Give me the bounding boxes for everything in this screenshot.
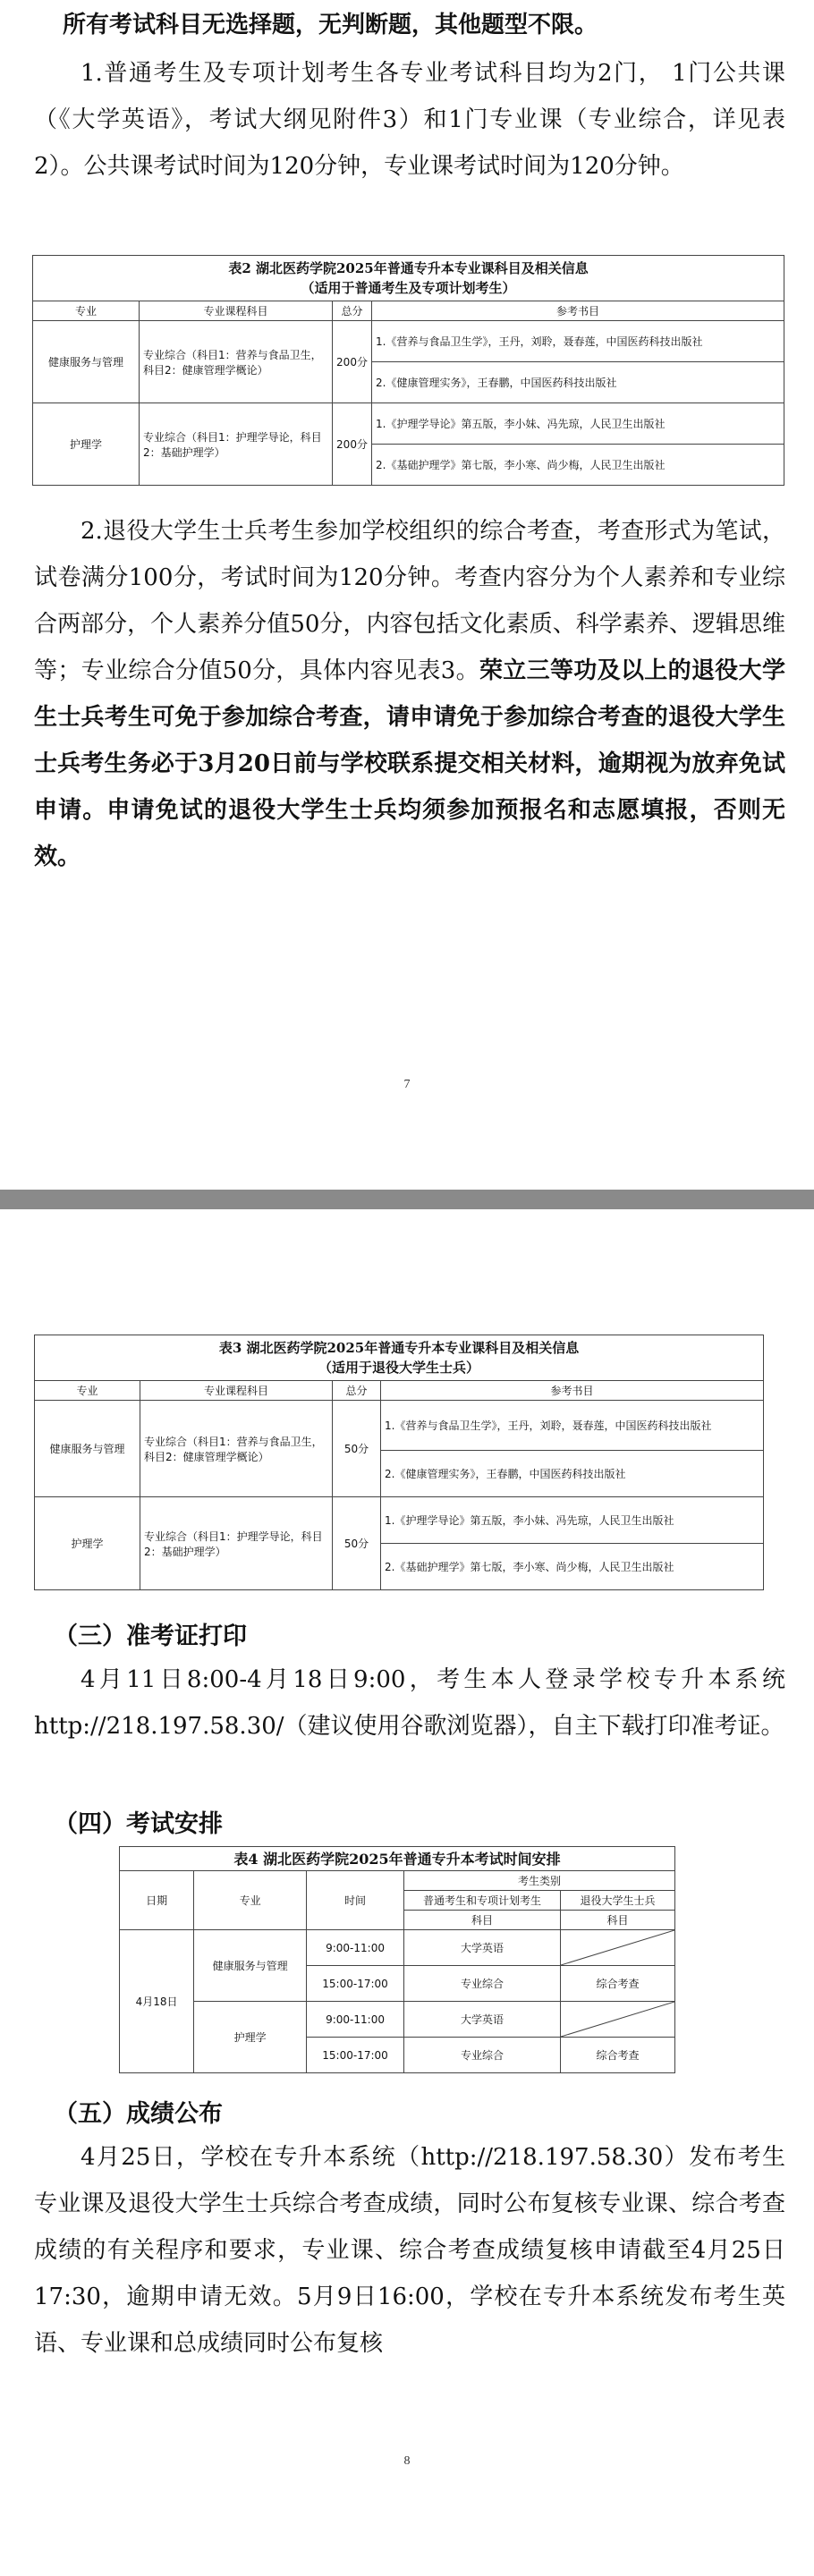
page-number: 8 — [403, 2454, 411, 2468]
page-number: 7 — [403, 1078, 411, 1091]
score-cell: 200分 — [333, 321, 372, 403]
subject-header: 科目 — [560, 1911, 674, 1930]
time-cell: 15:00-17:00 — [307, 1966, 404, 2002]
major-cell: 健康服务与管理 — [33, 321, 140, 403]
subjects-cell: 专业综合（科目1：营养与食品卫生，科目2：健康管理学概论） — [140, 1401, 333, 1497]
category-regular-header: 普通考生和专项计划考生 — [403, 1891, 560, 1911]
diagonal-line-icon — [561, 1930, 674, 1965]
table-4-title: 表4 湖北医药学院2025年普通专升本考试时间安排 — [120, 1847, 675, 1871]
paragraph-2-normal: 2.退役大学生士兵考生参加学校组织的综合考查，考查形式为笔试，试卷满分100分，考试时间为120分钟。考查内容分为个人素养和专业综合两部分，个人素养分值50分，内容包括文化素质、科学素养、逻辑思维等；专业综合分值50分，具体内容见表3。 — [34, 518, 785, 684]
book-cell: 1.《营养与食品卫生学》，王丹，刘聆，聂春莲，中国医药科技出版社 — [372, 321, 784, 362]
table-header-cell: 总分 — [333, 301, 372, 321]
major-cell: 健康服务与管理 — [194, 1930, 307, 2002]
paragraph-1: 1.普通考生及专项计划考生各专业考试科目均为2门， 1门公共课（《大学英语》，考试大纲见附件3）和1门专业课（专业综合，详见表2）。公共课考试时间为120分钟，专业课考试时间为120分钟。 — [34, 60, 785, 180]
subject-cell: 大学英语 — [403, 2002, 560, 2038]
table-3-title: 表3 湖北医药学院2025年普通专升本专业课科目及相关信息 — [35, 1335, 764, 1360]
major-header: 专业 — [194, 1871, 307, 1930]
time-header: 时间 — [307, 1871, 404, 1930]
major-cell: 护理学 — [35, 1497, 140, 1590]
time-cell: 15:00-17:00 — [307, 2038, 404, 2073]
empty-diagonal-cell — [560, 2002, 674, 2038]
time-cell: 9:00-11:00 — [307, 2002, 404, 2038]
book-cell: 2.《健康管理实务》，王春鹏，中国医药科技出版社 — [381, 1451, 764, 1497]
table-header-cell: 总分 — [333, 1381, 381, 1401]
table-header-cell: 专业 — [35, 1381, 140, 1401]
table-4 — [119, 1846, 675, 2073]
subject-cell: 综合考查 — [560, 2038, 674, 2073]
section-3-text: 4月11日8:00-4月18日9:00，考生本人登录学校专升本系统 http://218.197.58.30/（建议使用谷歌浏览器），自主下载打印准考证。 — [34, 1666, 785, 1740]
subject-header: 科目 — [403, 1911, 560, 1930]
section-5-title: （五）成绩公布 — [54, 2100, 223, 2128]
subject-cell: 大学英语 — [403, 1930, 560, 1966]
book-cell: 2.《基础护理学》第七版，李小寒、尚少梅，人民卫生出版社 — [372, 445, 784, 486]
major-cell: 护理学 — [33, 403, 140, 486]
subject-cell: 专业综合 — [403, 1966, 560, 2002]
major-cell: 护理学 — [194, 2002, 307, 2073]
book-cell: 2.《健康管理实务》，王春鹏，中国医药科技出版社 — [372, 362, 784, 403]
table-3-subtitle: （适用于退役大学生士兵） — [35, 1359, 764, 1381]
book-cell: 1.《营养与食品卫生学》，王丹，刘聆，聂春莲，中国医药科技出版社 — [381, 1401, 764, 1451]
table-3 — [34, 1335, 764, 1590]
book-cell: 1.《护理学导论》第五版，李小妹、冯先琼，人民卫生出版社 — [372, 403, 784, 445]
subjects-cell: 专业综合（科目1：营养与食品卫生，科目2：健康管理学概论） — [140, 321, 333, 403]
time-cell: 9:00-11:00 — [307, 1930, 404, 1966]
bold-statement: 所有考试科目无选择题，无判断题，其他题型不限。 — [63, 12, 598, 38]
section-5-text: 4月25日，学校在专升本系统（http://218.197.58.30）发布考生专业课及退役大学生士兵综合考查成绩，同时公布复核专业课、综合考查成绩的有关程序和要求，专业课、综合考查成绩复核申请截至4月25日17:30，逾期申请无效。5月9日16:00，学校在专升本系统发布考生英语、专业课和总成绩同时公布复核 — [34, 2144, 785, 2357]
date-header: 日期 — [120, 1871, 194, 1930]
score-cell: 50分 — [333, 1497, 381, 1590]
paragraph-2 — [34, 508, 785, 880]
section-4-title: （四）考试安排 — [54, 1810, 223, 1838]
section-3-title: （三）准考证打印 — [54, 1623, 247, 1650]
subjects-cell: 专业综合（科目1：护理学导论，科目2：基础护理学） — [140, 1497, 333, 1590]
date-cell: 4月18日 — [120, 1930, 194, 2073]
document-page-7 — [0, 0, 814, 1190]
diagonal-line-icon — [561, 2002, 674, 2037]
major-cell: 健康服务与管理 — [35, 1401, 140, 1497]
table-header-cell: 专业课程科目 — [140, 301, 333, 321]
table-header-cell: 参考书目 — [372, 301, 784, 321]
paragraph-2-bold: 荣立三等功及以上的退役大学生士兵考生可免于参加综合考查，请申请免于参加综合考查的退役大学生士兵考生务必于3月20日前与学校联系提交相关材料，逾期视为放弃免试申请。申请免试的退役大学生士兵均须参加预报名和志愿填报，否则无效。 — [34, 657, 785, 870]
subject-cell: 专业综合 — [403, 2038, 560, 2073]
category-veteran-header: 退役大学生士兵 — [560, 1891, 674, 1911]
score-cell: 200分 — [333, 403, 372, 486]
book-cell: 2.《基础护理学》第七版，李小寒、尚少梅，人民卫生出版社 — [381, 1544, 764, 1590]
table-2 — [32, 255, 784, 486]
book-cell: 1.《护理学导论》第五版，李小妹、冯先琼，人民卫生出版社 — [381, 1497, 764, 1544]
category-header: 考生类别 — [403, 1871, 674, 1891]
table-2-subtitle: （适用于普通考生及专项计划考生） — [33, 279, 784, 301]
document-page-8 — [0, 1209, 814, 2576]
table-header-cell: 专业课程科目 — [140, 1381, 333, 1401]
table-header-cell: 参考书目 — [381, 1381, 764, 1401]
table-2-title: 表2 湖北医药学院2025年普通专升本专业课科目及相关信息 — [33, 256, 784, 280]
subjects-cell: 专业综合（科目1：护理学导论，科目2：基础护理学） — [140, 403, 333, 486]
subject-cell: 综合考查 — [560, 1966, 674, 2002]
empty-diagonal-cell — [560, 1930, 674, 1966]
score-cell: 50分 — [333, 1401, 381, 1497]
table-header-cell: 专业 — [33, 301, 140, 321]
